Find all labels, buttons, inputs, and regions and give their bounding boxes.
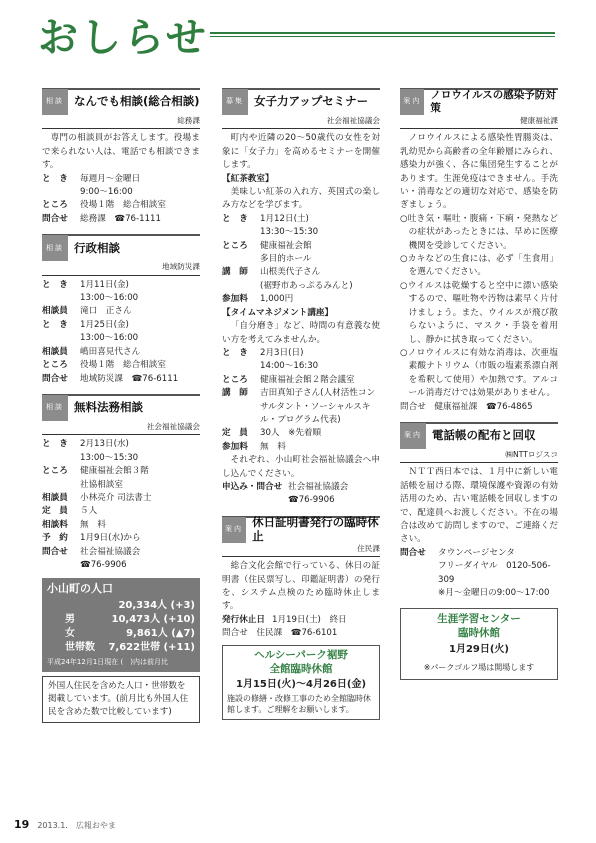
notice-body: 総合文化会館で行っている、休日の証明書（住民票写し、印鑑証明書）の発行を、システム点検のため臨時休止します。 <box>222 561 380 612</box>
population-box: 小山町の人口 20,334人 (+3) 男 10,473人 (+10) 女 9,861人 (▲7) 世帯数 7,622世帯 (+11) 平成24年12月1日現在 ( )内は前月比 <box>42 578 200 672</box>
notice-title: 無料法務相談 <box>74 400 143 415</box>
notice-body: 町内や近隣の20～50歳代の女性を対象に「女子力」を高めるセミナーを開催します。 <box>222 133 380 171</box>
notice-title: 電話帳の配布と回収 <box>432 428 536 443</box>
notice-womens-seminar: 募集 女子力アップセミナー 社会福祉協議会 町内や近隣の20～50歳代の女性を対象に「女子力」を高めるセミナーを開催します。 【紅茶教室】 美味しい紅茶の入れ方、英国式の楽しみ方などを学びます。 と き 1月12日(土) 13:30～15:30 ところ 健康福祉会館 多目的ホール 講 師 山根美代子さん (裾野市あっぷるみんと) 参加料 1,000円 【タイムマネジメント講座】 「自分磨き」など、時間の有意義な使い方を考えてみませんか。 と き 2月3日(日) 14:00～16:30 ところ 健康福祉会館２階会議室 講 師 吉田真知子さん(人材活性コンサルタント・ソーシャルスキル・プログラム代表) 定 員 30人 ※先着順 参加料 無 料 それぞれ、小山町社会福祉協議会へ申し込んでください。 申込み・問合せ 社会福祉協議会 ☎76-9906 <box>222 88 380 508</box>
notice-department: 地域防災課 <box>42 260 200 275</box>
notice-title: 休日証明書発行の臨時休止 <box>252 515 379 543</box>
category-badge: 案内 <box>222 517 246 543</box>
notice-norovirus: 案内 ノロウイルスの感染予防対策 健康福祉課 ノロウイルスによる感染性胃腸炎は、乳幼児から高齢者の全年齢層にみられ、感染力が強く、各に集団発生することがあります。生涯免疫はできません。手洗い・消毒などの適切な対応で、感染を防ぎましょう。 ○吐き気・嘔吐・腹痛・下痢・発熱などの症状があったときには、早めに医療機関を受診してください。 ○カキなどの生食には、必ず「生食用」を選んでください。 ○ウイルスは乾燥すると空中に漂い感染するので、嘔吐物や汚物は素早く片付けましょう。また、ウイルスが飛び散らないように、マスク・手袋を着用し、静かに拭き取ってください。 ○ノロウイルスに有効な消毒は、次亜塩素酸ナトリウム（市販の塩素系漂白剤を希釈して使用）や加熱です。アルコール消毒だけでは効果がありません。 問合せ 健康福祉課 ☎76-4865 <box>400 88 558 412</box>
notice-department: 住民課 <box>222 542 380 557</box>
page-footer <box>14 818 116 831</box>
healthy-park-closure-box: ヘルシーパーク裾野 全館臨時休館 1月15日(火)～4月26日(金) 施設の修繕・改修工事のため全館臨時休館します。ご理解をお願いします。 <box>222 645 380 720</box>
notice-title: 女子力アップセミナー <box>254 94 369 109</box>
page-title: おしらせ <box>38 15 209 61</box>
notice-department: 総務課 <box>42 114 200 129</box>
notice-general-consultation: 相談 なんでも相談(総合相談) 総務課 専門の相談員がお答えします。役場まで来られない人は、電話でも相談できます。 と き 毎週月～金曜日 9:00～16:00 ところ 役場１階 総合相談室 問合せ 総務課 ☎76-1111 <box>42 88 200 226</box>
category-badge: 相談 <box>42 235 68 261</box>
list-item: ○ウイルスは乾燥すると空中に漂い感染するので、嘔吐物や汚物は素早く片付けましょう。また、ウイルスが飛び散らないように、マスク・手袋を着用し、静かに拭き取ってください。 <box>400 280 558 345</box>
column-left <box>42 88 200 723</box>
notice-body: 専門の相談員がお答えします。役場まで来られない人は、電話でも相談できます。 <box>42 133 200 171</box>
category-badge: 案内 <box>400 423 426 449</box>
category-badge: 相談 <box>42 395 68 421</box>
notice-body: ノロウイルスによる感染性胃腸炎は、乳幼児から高齢者の全年齢層にみられ、感染力が強く、各に集団発生することがあります。生涯免疫はできません。手洗い・消毒などの適切な対応で、感染を防ぎましょう。 <box>400 133 558 211</box>
list-item: ○ノロウイルスに有効な消毒は、次亜塩素酸ナトリウム（市販の塩素系漂白剤を希釈して使用）や加熱です。アルコール消毒だけでは効果がありません。 <box>400 347 558 399</box>
population-title: 小山町の人口 <box>47 582 113 596</box>
notice-phonebook: 案内 電話帳の配布と回収 ㈱NTTロジスコ ＮＴＴ西日本では、１月中に新しい電話帳を届ける際、環境保護や資源の有効活用のため、古い電話帳を回収しますので、配達員へお渡しください。不在の場合は改めて訪問しますので、ご連絡ください。 問合せ タウンページセンタ フリーダイヤル 0120-506-309 ※月～金曜日の9:00～17:00 <box>400 422 558 600</box>
category-badge: 案内 <box>400 89 424 115</box>
notice-administrative-consultation: 相談 行政相談 地域防災課 と き 1月11日(金) 13:00～16:00 相談員 滝口 正さん と き 1月25日(金) 13:00～16:00 相談員 嶋田喜見代さん ところ 役場１階 総合相談室 問合せ 地域防災課 ☎76-6111 <box>42 234 200 386</box>
notice-holiday-certificate: 案内 休日証明書発行の臨時休止 住民課 総合文化会館で行っている、休日の証明書（住民票写し、印鑑証明書）の発行を、システム点検のため臨時休止します。 発行休止日 1月19日(土) 終日 問合せ 住民課 ☎76-6101 <box>222 515 380 639</box>
subheading: 【紅茶教室】 <box>222 173 274 184</box>
column-middle <box>222 88 380 720</box>
subheading: 【タイムマネジメント講座】 <box>222 307 334 318</box>
page-number: 19 <box>14 818 30 831</box>
issue-date: 2013.1. <box>37 821 68 830</box>
notice-department: 社会福祉協議会 <box>222 114 380 129</box>
category-badge: 相談 <box>42 89 68 115</box>
notice-department: 社会福祉協議会 <box>42 420 200 435</box>
header-rule <box>210 32 555 34</box>
notice-department: 健康福祉課 <box>400 114 558 129</box>
population-footnote: 外国人住民を含めた人口・世帯数を掲載しています。(前月比も外国人住民を含めた数で比較しています) <box>42 676 200 723</box>
population-note: 平成24年12月1日現在 ( )内は前月比 <box>47 658 168 667</box>
header-rule-thin <box>210 36 555 37</box>
list-item: ○カキなどの生食には、必ず「生食用」を選んでください。 <box>400 254 558 278</box>
list-item: ○吐き気・嘔吐・腹痛・下痢・発熱などの症状があったときには、早めに医療機関を受診してください。 <box>400 213 558 251</box>
publication-name: 広報おやま <box>75 821 116 830</box>
notice-legal-consultation: 相談 無料法務相談 社会福祉協議会 と き 2月13日(水) 13:00～15:30 ところ 健康福祉会館３階 社協相談室 相談員 小林亮介 司法書士 定 員 ５人 相談料 無 料 予 約 1月9日(水)から 問合せ 社会福祉協議会 ☎76-9906 <box>42 394 200 572</box>
notice-department: ㈱NTTロジスコ <box>400 448 558 463</box>
notice-body: ＮＴＴ西日本では、１月中に新しい電話帳を届ける際、環境保護や資源の有効活用のため、古い電話帳を回収しますので、配達員へお渡しください。不在の場合は改めて訪問しますので、ご連絡ください。 <box>400 467 558 545</box>
column-right <box>400 88 558 680</box>
notice-title: ノロウイルスの感染予防対策 <box>430 88 556 114</box>
learning-center-closure-box: 生涯学習センター 臨時休館 1月29日(火) ※パークゴルフ場は開場します <box>400 608 558 680</box>
notice-title: なんでも相談(総合相談) <box>74 94 200 109</box>
category-badge: 募集 <box>222 89 248 115</box>
notice-title: 行政相談 <box>74 240 120 255</box>
